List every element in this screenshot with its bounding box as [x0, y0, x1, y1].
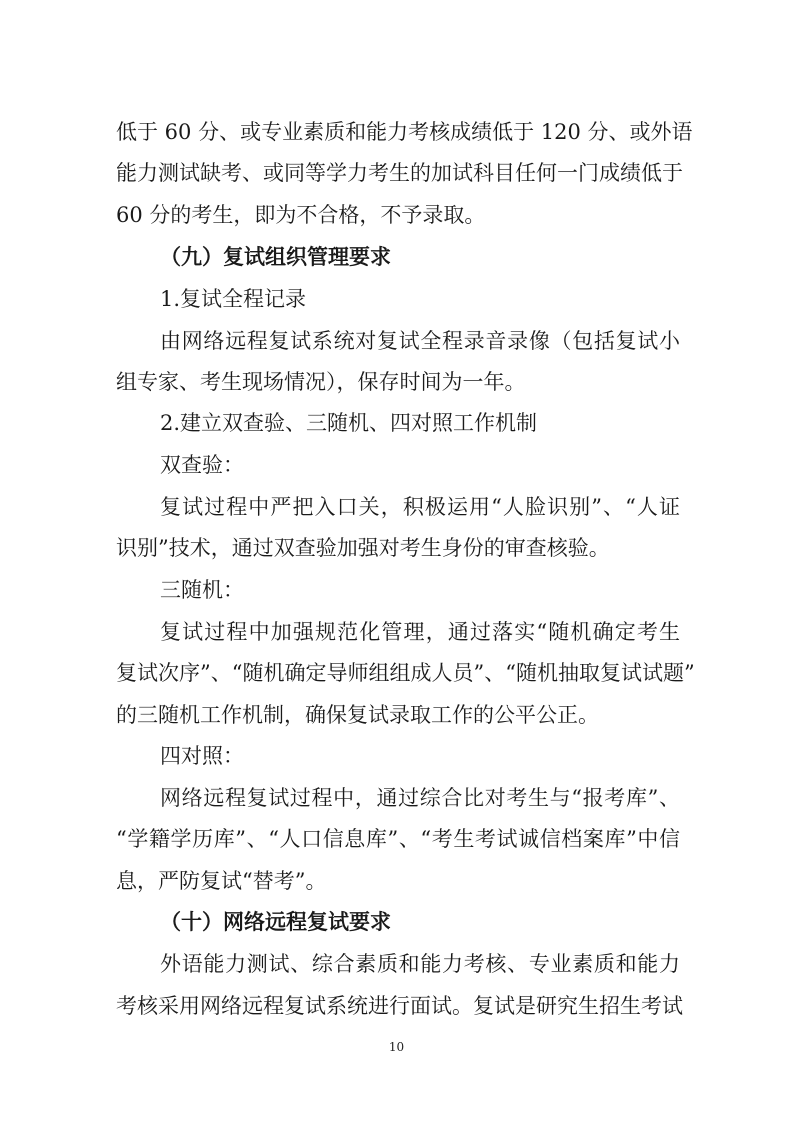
body-text-line: 能力测试缺考、或同等学力考生的加试科目任何一门成绩低于 [116, 161, 683, 185]
section-heading-10: （十）网络远程复试要求 [160, 910, 391, 934]
label-four-compare: 四对照： [160, 744, 244, 768]
body-text-line: 网络远程复试过程中，通过综合比对考生与“报考库”、 [160, 786, 680, 810]
body-text-line: 低于 60 分、或专业素质和能力考核成绩低于 120 分、或外语 [116, 120, 693, 144]
subheading-1: 1.复试全程记录 [160, 287, 307, 311]
subheading-2: 2.建立双查验、三随机、四对照工作机制 [160, 411, 538, 435]
body-text-line: 由网络远程复试系统对复试全程录音录像（包括复试小 [160, 329, 680, 353]
label-three-random: 三随机： [160, 578, 244, 602]
body-text-line: 识别”技术，通过双查验加强对考生身份的审查核验。 [116, 536, 610, 560]
body-text-line: 组专家、考生现场情况），保存时间为一年。 [116, 370, 526, 394]
section-heading-9: （九）复试组织管理要求 [160, 245, 391, 269]
body-text-line: 复试过程中严把入口关，积极运用“人脸识别”、“人证 [160, 495, 680, 519]
body-text-line: 的三随机工作机制，确保复试录取工作的公平公正。 [116, 703, 599, 727]
body-text-line: 复试次序”、“随机确定导师组组成人员”、“随机抽取复试试题” [116, 661, 695, 685]
body-text-line: 息，严防复试“替考”。 [116, 869, 327, 893]
body-text-line: 外语能力测试、综合素质和能力考核、专业素质和能力 [160, 952, 680, 976]
body-text-line: 复试过程中加强规范化管理，通过落实“随机确定考生 [160, 620, 680, 644]
body-text-line: 60 分的考生，即为不合格，不予录取。 [116, 203, 486, 227]
label-double-check: 双查验： [160, 453, 244, 477]
body-text-line: 考核采用网络远程复试系统进行面试。复试是研究生招生考试 [116, 994, 683, 1018]
page-number: 10 [388, 1040, 405, 1054]
body-text-line: “学籍学历库”、“人口信息库”、“考生考试诚信档案库”中信 [116, 827, 680, 851]
